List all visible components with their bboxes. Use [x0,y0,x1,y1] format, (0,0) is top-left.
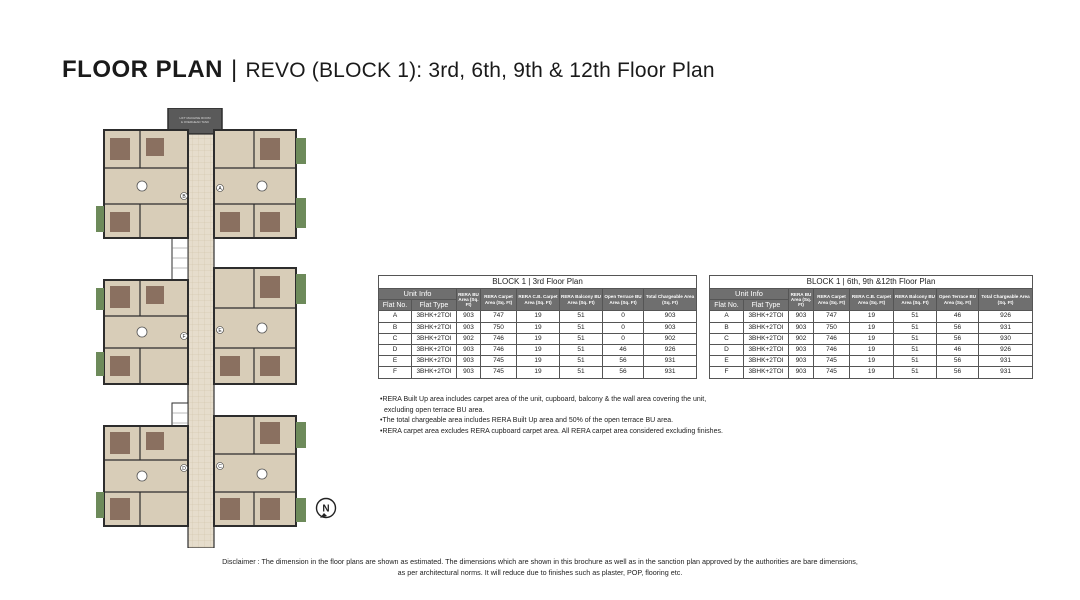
col-header: RERA C.B. Carpet Area (Sq. Ft) [850,289,894,311]
table-cell: 19 [850,356,894,367]
table-cell: 3BHK+2TOI [412,333,457,344]
page-title [62,56,715,84]
table-cell: B [379,322,412,333]
note-line: •RERA Built Up area includes carpet area of the unit, cupboard, balcony & the wall area covering the unit, [380,396,707,403]
table-cell: 3BHK+2TOI [412,311,457,322]
table-cell: 56 [937,367,979,378]
table-cell: 746 [481,344,517,355]
table-cell: 3BHK+2TOI [412,322,457,333]
table-cell: D [710,344,744,355]
table-cell: D [379,344,412,355]
table-cell: 56 [603,367,644,378]
table-cell: 56 [937,333,979,344]
table-cell: 903 [457,356,481,367]
table-cell: 56 [603,356,644,367]
col-header: Total Chargeable Area (Sq. Ft) [979,289,1033,311]
table-cell: A [710,311,744,322]
table-cell: 926 [979,344,1033,355]
table-cell: 51 [560,322,603,333]
unit-marker-a: A [218,185,222,192]
table-cell: 51 [560,333,603,344]
unit-marker-f: F [182,333,186,340]
col-header: RERA BU Area (Sq. Ft) [457,289,481,311]
col-header: Open Terrace BU Area (Sq. Ft) [603,289,644,311]
table-cell: 903 [457,367,481,378]
table-body [379,311,697,378]
table-cell: 3BHK+2TOI [744,333,789,344]
unit-marker-d: D [182,465,186,472]
table-cell: 19 [517,311,560,322]
table-row [379,344,697,355]
table-cell: 19 [517,333,560,344]
table-cell: 19 [517,367,560,378]
table-cell: 746 [481,333,517,344]
col-header: Open Terrace BU Area (Sq. Ft) [937,289,979,311]
table-cell: 745 [814,367,850,378]
note-line: excluding open terrace BU area. [384,406,485,414]
table-cell: 3BHK+2TOI [744,311,789,322]
table-cell: 750 [814,322,850,333]
note-line: •RERA carpet area excludes RERA cupboard carpet area. All RERA carpet area considered excluding finishes. [380,427,723,435]
title-main: FLOOR PLAN [62,56,223,83]
table-row [379,356,697,367]
table-cell: 926 [644,344,697,355]
table-cell: 0 [603,322,644,333]
table-cell: 931 [979,367,1033,378]
table-cell: 51 [894,344,937,355]
unit-marker-c: C [218,463,222,470]
unit-marker-e: E [218,327,222,334]
table-cell: 51 [894,322,937,333]
table-cell: 19 [850,367,894,378]
table-cell: 3BHK+2TOI [744,356,789,367]
table-cell: 746 [814,333,850,344]
table-cell: 19 [517,322,560,333]
notes [380,395,800,437]
table-cell: C [379,333,412,344]
table-cell: 51 [894,311,937,322]
unit-marker-b: B [182,193,186,200]
table-cell: 51 [560,356,603,367]
table-cell: C [710,333,744,344]
table-cell: F [710,367,744,378]
table-cell: 0 [603,333,644,344]
table-cell: 903 [789,356,814,367]
table-cell: 746 [814,344,850,355]
disclaimer-line-1: Disclaimer : The dimension in the floor plans are shown as estimated. The dimensions which are shown in this brochure as well as in the sanction plan approved by the authorities are bare dimensions, [222,557,858,566]
table-cell: 46 [937,311,979,322]
col-header: RERA Balcony BU Area (Sq. Ft) [560,289,603,311]
table-cell: 19 [517,356,560,367]
table-cell: 3BHK+2TOI [412,356,457,367]
table-row [710,311,1033,322]
table-cell: 930 [979,333,1033,344]
table-cell: 903 [789,322,814,333]
table-cell: 745 [481,367,517,378]
table-body [710,311,1033,378]
table-cell: 3BHK+2TOI [744,344,789,355]
compass-label: N [322,503,330,515]
table-cell: 19 [850,344,894,355]
unit-info-header: Unit Info [379,289,457,300]
note-line: •The total chargeable area includes RERA Built Up area and 50% of the open terrace BU area. [380,417,674,424]
disclaimer [120,556,960,578]
table-cell: 747 [814,311,850,322]
table-cell: 0 [603,311,644,322]
table-cell: 46 [937,344,979,355]
table-cell: F [379,367,412,378]
north-compass-icon [315,497,341,523]
table-cell: 51 [894,367,937,378]
table-caption: BLOCK 1 | 6th, 9th &12th Floor Plan [710,276,1033,289]
floor-plan-drawing [96,108,318,548]
table-row [710,356,1033,367]
area-table-3rd-floor [378,275,697,379]
col-header: Total Chargeable Area (Sq. Ft) [644,289,697,311]
col-header: RERA Balcony BU Area (Sq. Ft) [894,289,937,311]
table-cell: 902 [644,333,697,344]
table-cell: 931 [644,356,697,367]
stair-1 [172,238,188,282]
lift-room-label-1: LIFT MACHINE ROOM [179,116,211,120]
table-cell: 745 [814,356,850,367]
central-corridor [188,134,214,548]
title-separator: | [231,56,238,83]
table-row [710,322,1033,333]
col-header: Flat Type [744,300,789,311]
table-cell: 903 [789,311,814,322]
table-cell: 745 [481,356,517,367]
table-cell: 19 [850,333,894,344]
table-cell: 19 [850,322,894,333]
col-header: RERA BU Area (Sq. Ft) [789,289,814,311]
table-cell: E [710,356,744,367]
table-row [379,311,697,322]
area-table-other-floors [709,275,1033,379]
table-cell: 903 [789,367,814,378]
col-header: RERA C.B. Carpet Area (Sq. Ft) [517,289,560,311]
table-cell: 51 [894,333,937,344]
disclaimer-line-2: as per architectural norms. It will reduce due to finishes such as plaster, POP, flooring etc. [397,568,683,577]
table-cell: 902 [789,333,814,344]
table-cell: 3BHK+2TOI [744,322,789,333]
table-cell: E [379,356,412,367]
unit-info-header: Unit Info [710,289,789,300]
col-header: Flat No. [710,300,744,311]
table-cell: A [379,311,412,322]
table-row [710,344,1033,355]
table-cell: 19 [850,311,894,322]
title-subtitle: REVO (BLOCK 1): 3rd, 6th, 9th & 12th Floor Plan [245,59,715,82]
col-header: Flat Type [412,300,457,311]
table-row [710,333,1033,344]
table-cell: 931 [979,356,1033,367]
lift-room-label-2: & OVERHEAD TANK [180,120,210,124]
table-cell: 51 [560,344,603,355]
col-header: RERA Carpet Area (Sq. Ft) [814,289,850,311]
table-cell: 903 [644,322,697,333]
table-cell: 19 [517,344,560,355]
table-cell: 903 [789,344,814,355]
table-cell: 926 [979,311,1033,322]
table-cell: 903 [457,322,481,333]
table-cell: 931 [979,322,1033,333]
table-cell: 903 [644,311,697,322]
table-cell: 56 [937,356,979,367]
table-cell: 931 [644,367,697,378]
table-row [379,367,697,378]
table-cell: 56 [937,322,979,333]
table-cell: 750 [481,322,517,333]
table-row [379,333,697,344]
col-header: RERA Carpet Area (Sq. Ft) [481,289,517,311]
table-cell: 51 [560,367,603,378]
table-cell: 3BHK+2TOI [744,367,789,378]
table-cell: 51 [560,311,603,322]
table-caption: BLOCK 1 | 3rd Floor Plan [379,276,697,289]
table-cell: B [710,322,744,333]
col-header: Flat No. [379,300,412,311]
table-cell: 903 [457,311,481,322]
table-cell: 3BHK+2TOI [412,344,457,355]
table-cell: 902 [457,333,481,344]
table-cell: 3BHK+2TOI [412,367,457,378]
table-row [710,367,1033,378]
table-cell: 51 [894,356,937,367]
table-row [379,322,697,333]
table-cell: 903 [457,344,481,355]
table-cell: 46 [603,344,644,355]
table-cell: 747 [481,311,517,322]
